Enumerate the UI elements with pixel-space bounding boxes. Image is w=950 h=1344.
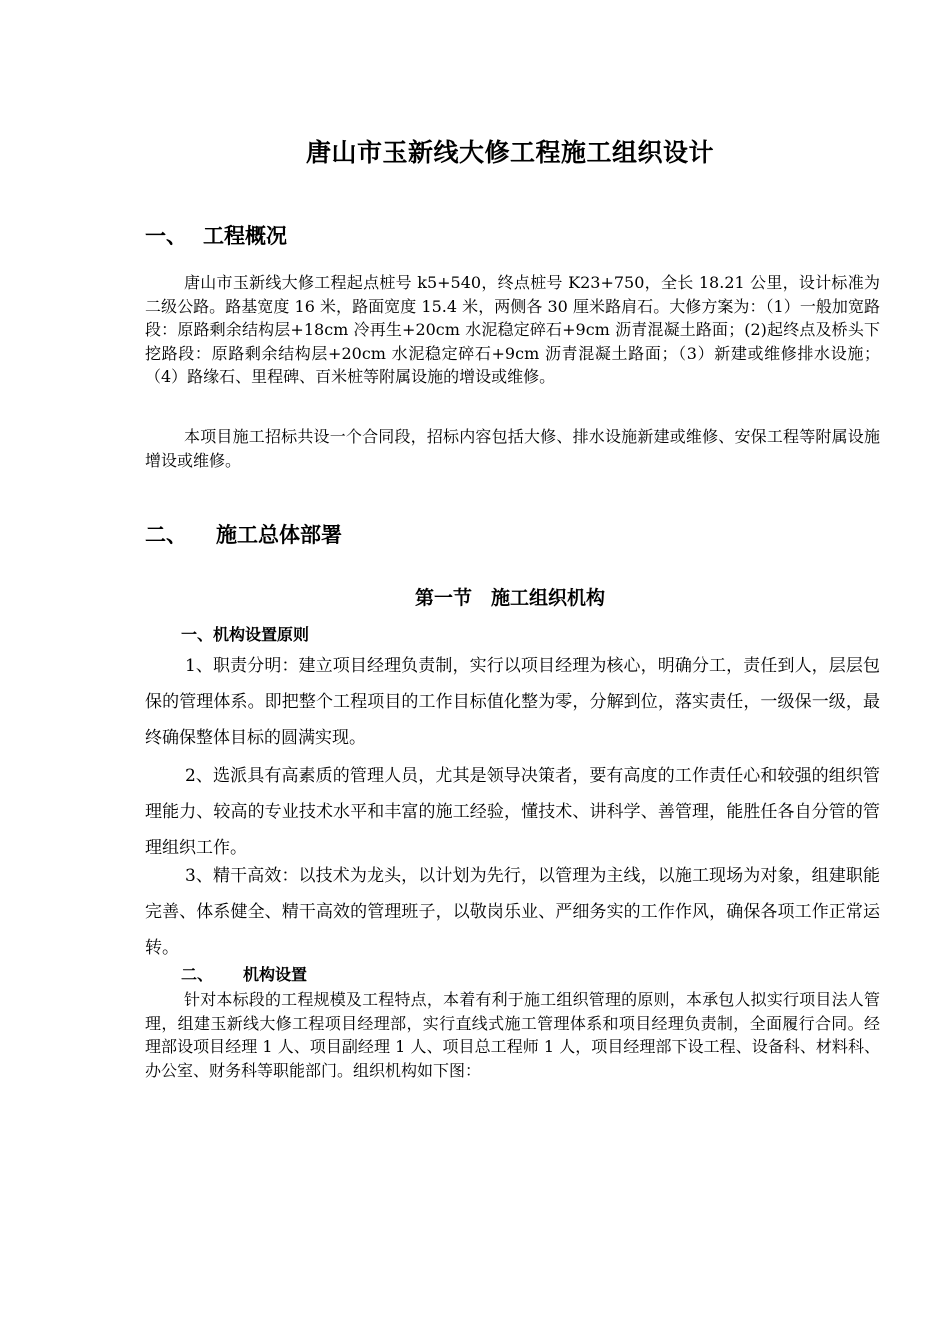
document-title: 唐山市玉新线大修工程施工组织设计 bbox=[305, 138, 714, 167]
principle-item-3: 3、精干高效：以技术为龙头，以计划为先行，以管理为主线，以施工现场为对象，组建职能完善、体系健全、精干高效的管理班子，以敬岗乐业、严细务实的工作作风，确保各项工作正常运转。 bbox=[145, 866, 880, 958]
setup-title: 机构设置 bbox=[243, 965, 308, 984]
principle-item-1: 1、职责分明：建立项目经理负责制，实行以项目经理为核心，明确分工，责任到人，层层包保的管理体系。即把整个工程项目的工作目标值化整为零，分解到位，落实责任，一级保一级，最终确保整体目标的圆满实现。 bbox=[145, 656, 880, 748]
subsection-title: 第一节 施工组织机构 bbox=[414, 587, 605, 609]
principle-heading: 一、机构设置原则 bbox=[181, 625, 310, 644]
setup-heading bbox=[181, 964, 307, 986]
overview-paragraph-2: 本项目施工招标共设一个合同段，招标内容包括大修、排水设施新建或维修、安保工程等附属设施增设或维修。 bbox=[145, 427, 880, 470]
section-heading-overview bbox=[145, 222, 287, 250]
setup-number: 二、 bbox=[181, 965, 214, 984]
section-title: 施工总体部署 bbox=[216, 523, 342, 547]
overview-paragraph-1: 唐山市玉新线大修工程起点桩号 k5+540，终点桩号 K23+750，全长 18.21 公里，设计标准为二级公路。路基宽度 16 米，路面宽度 15.4 米，两侧各 30 厘米路肩石。大修方案为：（1）一般加宽路段：原路剩余结构层+18cm 冷再生+20cm 水泥稳定碎石+9cm 沥青混凝土路面；(2)起终点及桥头下挖路段：原路剩余结构层+20cm 水泥稳定碎石+9cm 沥青混凝土路面；（3）新建或维修排水设施；（4）路缘石、里程碑、百米桩等附属设施的增设或维修。 bbox=[145, 273, 880, 386]
section-number: 二、 bbox=[145, 523, 187, 547]
section-title: 工程概况 bbox=[203, 224, 287, 248]
section-number: 一、 bbox=[145, 224, 187, 248]
section-heading-deployment bbox=[145, 521, 342, 549]
principle-item-2: 2、选派具有高素质的管理人员，尤其是领导决策者，要有高度的工作责任心和较强的组织管理能力、较高的专业技术水平和丰富的施工经验，懂技术、讲科学、善管理，能胜任各自分管的管理组织工作。 bbox=[145, 766, 880, 858]
setup-paragraph: 针对本标段的工程规模及工程特点，本着有利于施工组织管理的原则，本承包人拟实行项目法人管理，组建玉新线大修工程项目经理部，实行直线式施工管理体系和项目经理负责制，全面履行合同。经理部设项目经理 1 人、项目副经理 1 人、项目总工程师 1 人，项目经理部下设工程、设备科、材料科、办公室、财务科等职能部门。组织机构如下图： bbox=[145, 990, 880, 1080]
